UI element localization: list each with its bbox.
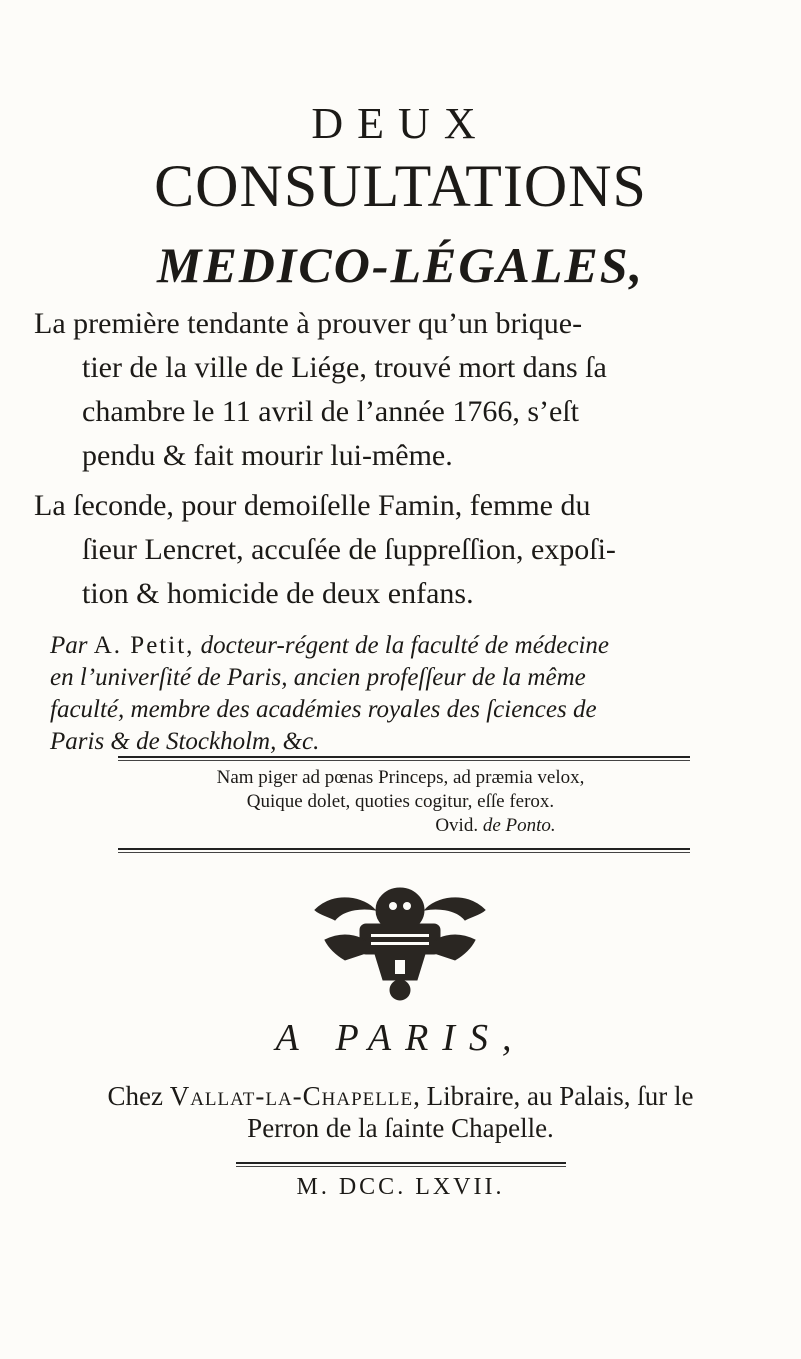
second-line-2: ſieur Lencret, accuſée de ſuppreſſion, expoſi- (82, 533, 616, 566)
first-line-4: pendu & fait mourir lui-même. (82, 439, 453, 472)
place-of-publication: A PARIS, (275, 1017, 526, 1059)
epigraph-line-1: Nam piger ad pœnas Princeps, ad præmia velox, (216, 767, 585, 788)
imprint-line-1 (0, 1080, 801, 1112)
author-title: docteur-régent de la faculté de médecine (200, 632, 610, 659)
first-line-2: tier de la ville de Liége, trouvé mort dans ſa (82, 351, 607, 384)
first-line-3: chambre le 11 avril de l’année 1766, s’eſt (82, 395, 580, 428)
author-line-2: en l’univerſité de Paris, ancien profeſſeur de la même (50, 664, 586, 691)
rule-below-epigraph-thin (118, 852, 690, 853)
epigraph (0, 766, 801, 838)
author-line-4: Paris & de Stockholm, &c. (50, 728, 320, 755)
author-name: A. Petit, (93, 632, 195, 659)
rule-above-epigraph (118, 756, 690, 758)
heading-consultations: CONSULTATIONS (154, 153, 647, 219)
second-line-3: tion & homicide de deux enfans. (82, 577, 474, 610)
author-line-1 (50, 630, 770, 662)
first-line-1: La première tendante à prouver qu’un brique- (34, 307, 583, 340)
epigraph-source-author: Ovid. (435, 815, 479, 836)
imprint-address: , Libraire, au Palais, ſur le (413, 1081, 694, 1111)
epigraph-source-work: de Ponto. (482, 815, 556, 836)
author-statement (50, 630, 770, 758)
author-par: Par (50, 632, 88, 659)
epigraph-source (0, 814, 801, 838)
publication-date: M. DCC. LXVII. (296, 1174, 505, 1200)
heading-deux: DEUX (311, 99, 490, 148)
imprint-line-2: Perron de la ſainte Chapelle. (247, 1113, 554, 1143)
printers-device-emblem-icon (305, 880, 495, 1006)
rule-above-epigraph-thin (118, 760, 690, 761)
heading-medico-legales: MEDICO-LÉGALES, (156, 237, 645, 293)
author-line-3: faculté, membre des académies royales des ſciences de (50, 696, 597, 723)
epigraph-line-2: Quique dolet, quoties cogitur, eſſe ferox. (246, 791, 555, 812)
rule-above-date (236, 1162, 566, 1164)
first-consultation-description (34, 302, 774, 478)
second-line-1: La ſeconde, pour demoiſelle Famin, femme du (34, 489, 591, 522)
imprint-publisher: Vallat-la-Chapelle (169, 1081, 414, 1111)
second-consultation-description (34, 484, 774, 616)
imprint (0, 1080, 801, 1144)
rule-below-epigraph (118, 848, 690, 850)
imprint-chez: Chez (107, 1081, 163, 1111)
rule-above-date-thin (236, 1166, 566, 1167)
